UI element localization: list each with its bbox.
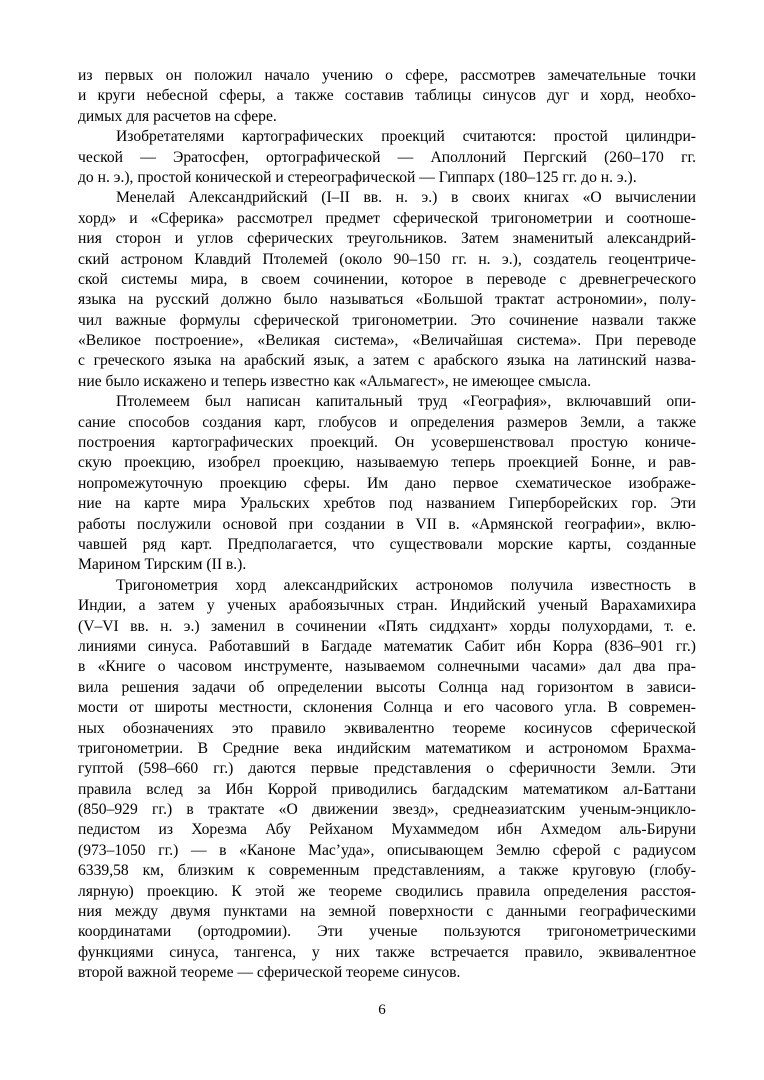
text-line: ский астроном Клавдий Птолемей (около 90–150 гг. н. э.), создатель геоцентриче- — [78, 250, 696, 268]
text-line: координатами (ортодромии). Эти ученые пользуются тригонометрическими — [78, 923, 696, 941]
text-line: гуптой (598–660 гг.) даются первые представления о сферичности Земли. Эти — [78, 760, 696, 778]
text-line: 6339,58 км, близким к современным представлениям, а также круговую (глобу- — [78, 862, 696, 880]
text-line: вила решения задачи об определении высоты Солнца над горизонтом в зависи- — [78, 678, 696, 696]
text-line: функциями синуса, тангенса, у них также встречается правило, эквивалентное — [78, 943, 696, 961]
text-line: с греческого языка на арабский язык, а затем с арабского языка на латинский назва- — [78, 352, 696, 370]
text-line: построения картографических проекций. Он усовершенствовал простую кониче- — [78, 434, 696, 452]
text-line: ческой — Эратосфен, ортографической — Аполлоний Пергский (260–170 гг. — [78, 148, 696, 166]
text-line: хорд» и «Сферика» рассмотрел предмет сферической тригонометрии и соотноше- — [78, 209, 696, 227]
text-line: Менелай Александрийский (I–II вв. н. э.) в своих книгах «О вычислении — [116, 189, 696, 207]
text-line: Индии, а затем у ученых арабоязычных стран. Индийский ученый Варахамихира — [78, 597, 696, 615]
text-line: чавшей ряд карт. Предполагается, что существовали морские карты, созданные — [78, 535, 696, 553]
text-line: лярную) проекцию. К этой же теореме сводились правила определения расстоя- — [78, 882, 696, 900]
text-line: чил важные формулы сферической тригонометрии. Это сочинение назвали также — [78, 311, 696, 329]
text-line: и круги небесной сферы, а также составив таблицы синусов дуг и хорд, необхо- — [78, 87, 696, 105]
text-line: Птолемеем был написан капитальный труд «География», включавший опи- — [116, 393, 696, 411]
text-line: работы послужили основой при создании в VII в. «Армянской географии», вклю- — [78, 515, 696, 533]
text-line: (973–1050 гг.) — в «Каноне Мас’уда», описывающем Землю сферой с радиусом — [78, 841, 696, 859]
text-line: ных обозначениях это правило эквивалентно теореме косинусов сферической — [78, 719, 696, 737]
text-line: правила вслед за Ибн Коррой приводились багдадским математиком ал-Баттани — [78, 780, 696, 798]
body-text — [78, 66, 696, 984]
text-line: скую проекцию, изобрел проекцию, называемую теперь проекцией Бонне, и рав- — [78, 454, 696, 472]
text-line: до н. э.), простой конической и стереографической — Гиппарх (180–125 гг. до н. э.). — [78, 168, 637, 186]
text-line: димых для расчетов на сфере. — [78, 107, 277, 125]
text-line: «Великое построение», «Великая система», «Величайшая система». При переводе — [78, 332, 696, 350]
text-line: второй важной теореме — сферической теореме синусов. — [78, 964, 461, 982]
text-line: языка на русский должно было называться «Большой трактат астрономии», полу- — [78, 291, 696, 309]
text-line: педистом из Хорезма Абу Рейханом Мухаммедом ибн Ахмедом аль-Бируни — [78, 821, 696, 839]
text-line: тригонометрии. В Средние века индийским математиком и астрономом Брахма- — [78, 739, 696, 757]
text-line: Изобретателями картографических проекций считаются: простой цилиндри- — [116, 128, 696, 146]
text-line: мости от широты местности, склонения Солнца и его часового угла. В современ- — [78, 699, 696, 717]
text-line: сание способов создания карт, глобусов и определения размеров Земли, а также — [78, 413, 696, 431]
text-line: (850–929 гг.) в трактате «О движении звезд», среднеазиатским ученым-энцикло- — [78, 801, 696, 819]
page-number: 6 — [378, 1002, 386, 1018]
text-line: ние было искажено и теперь известно как «Альмагест», не имеющее смысла. — [78, 372, 592, 390]
text-line: (V–VI вв. н. э.) заменил в сочинении «Пять сиддхант» хорды полухордами, т. е. — [78, 617, 696, 635]
text-line: ния между двумя пунктами на земной поверхности с данными географическими — [78, 903, 696, 921]
text-line: из первых он положил начало учению о сфере, рассмотрев замечательные точки — [78, 67, 696, 84]
text-line: ния сторон и углов сферических треугольников. Затем знаменитый александрий- — [78, 230, 696, 248]
text-line: ской системы мира, в своем сочинении, которое в переводе с древнегреческого — [78, 270, 696, 288]
text-line: Тригонометрия хорд александрийских астрономов получила известность в — [116, 576, 696, 594]
text-line: в «Книге о часовом инструменте, называемом солнечными часами» дал два пра- — [78, 658, 696, 676]
text-line: Марином Тирским (II в.). — [78, 556, 247, 574]
text-line: ние на карте мира Уральских хребтов под названием Гиперборейских гор. Эти — [78, 495, 696, 513]
text-line: нопромежуточную проекцию сферы. Им дано первое схематическое изображе- — [78, 474, 696, 492]
text-line: линиями синуса. Работавший в Багдаде математик Сабит ибн Корра (836–901 гг.) — [78, 637, 696, 655]
